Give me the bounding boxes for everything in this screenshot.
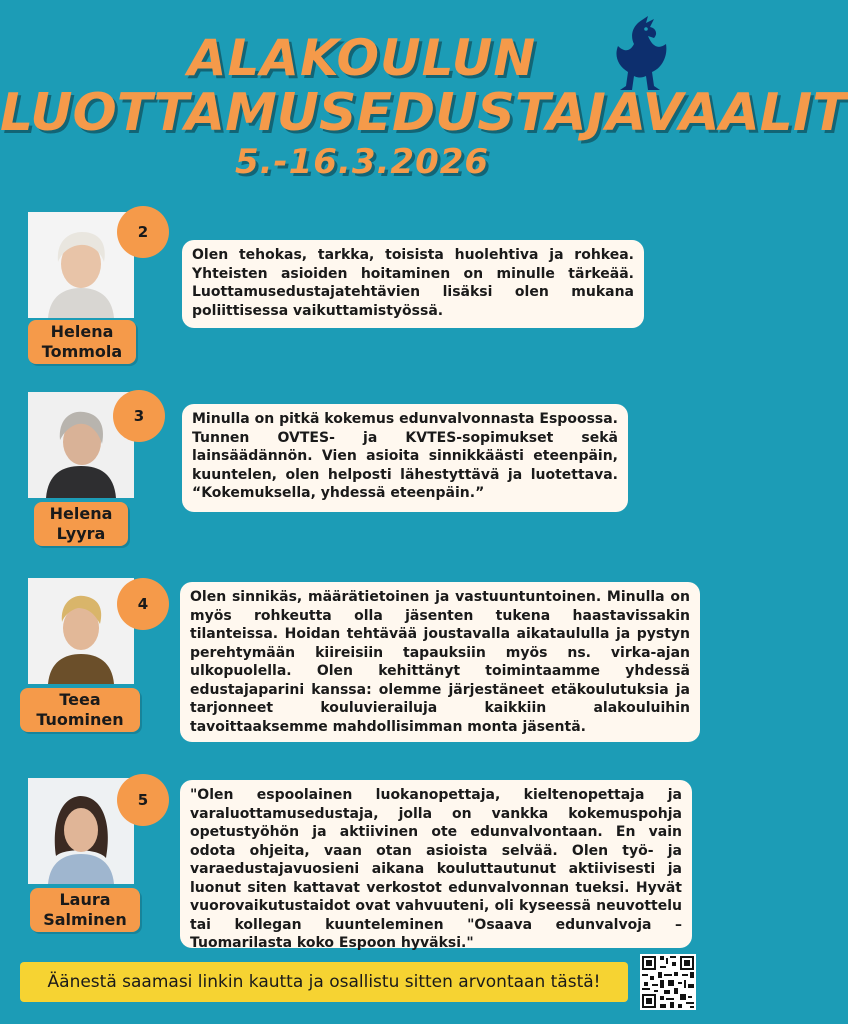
candidate-first-name: Helena (50, 322, 114, 341)
candidate-last-name: Salminen (43, 910, 127, 929)
candidate-description: Minulla on pitkä kokemus edunvalvonnasta Espoossa. Tunnen OVTES- ja KVTES-sopimukset sekä lainsäädännön. Vien asioita sinnikkäästi eteenpäin, kuuntelen, olen helposti lähestyttävä ja luotettava. “Kokemuksella, yhdessä eteenpäin.” (182, 404, 628, 512)
vote-call-to-action: Äänestä saamasi linkin kautta ja osallistu sitten arvontaan tästä! (20, 962, 628, 1002)
candidate-first-name: Laura (59, 890, 111, 909)
candidate-first-name: Helena (49, 504, 113, 523)
candidate-description: Olen tehokas, tarkka, toisista huolehtiva ja rohkea. Yhteisten asioiden hoitaminen on minulle tärkeää. Luottamusedustajatehtävien lisäksi olen mukana poliittisessa vaikuttamistyössä. (182, 240, 644, 328)
rooster-icon (608, 16, 670, 94)
candidate-last-name: Tuominen (36, 710, 124, 729)
title-line-1: ALAKOULUN (187, 29, 537, 87)
candidate-name (34, 502, 128, 546)
candidate-first-name: Teea (59, 690, 101, 709)
candidate-number-badge: 4 (117, 578, 169, 630)
qr-code-icon[interactable] (640, 954, 696, 1010)
candidate-number-badge: 2 (117, 206, 169, 258)
candidate-name (30, 888, 140, 932)
candidate-number-badge: 3 (113, 390, 165, 442)
candidate-description: "Olen espoolainen luokanopettaja, kieltenopettaja ja varaluottamusedustaja, jolla on vankka kokemuspohja opetustyöhön ja aktiivinen ote edunvalvontaan. En vain odota ohjeita, vaan otan asioista selvää. Olen työ- ja varaedustajavuosieni aikana kouluttautunut aktiivisesti ja luonut siten kattavat verkostot edunvalvonnan tueksi. Hyvät vuorovaikutustaidot ovat vahvuuteni, oli kyseessä neuvottelu tai kollegan kuunteleminen "Osaava edunvalvoja – Tuomarilasta koko Espoon hyväksi." (180, 780, 692, 948)
candidate-last-name: Tommola (41, 342, 123, 361)
candidate-last-name: Lyyra (56, 524, 106, 543)
candidate-name (28, 320, 136, 364)
candidate-name (20, 688, 140, 732)
candidate-number-badge: 5 (117, 774, 169, 826)
title-line-2: LUOTTAMUSEDUSTAJAVAALIT (0, 83, 848, 143)
election-dates: 5.-16.3.2026 (234, 142, 490, 182)
candidate-description: Olen sinnikäs, määrätietoinen ja vastuuntuntoinen. Minulla on myös rohkeutta olla jäsenten tukena haastavissakin tilanteissa. Hoidan tehtävää joustavalla aikataululla ja pystyn perehtymään kiireisiin tapauksiin myös ns. virka-ajan ulkopuolella. Olen kehittänyt toimintaamme yhdessä edustajaparini kanssa: olemme järjestäneet etäkoulutuksia ja tarjonneet kouluvierailuja kaikkiin alakouluihin tavoittaaksemme mahdollisimman monta jäsentä. (180, 582, 700, 742)
